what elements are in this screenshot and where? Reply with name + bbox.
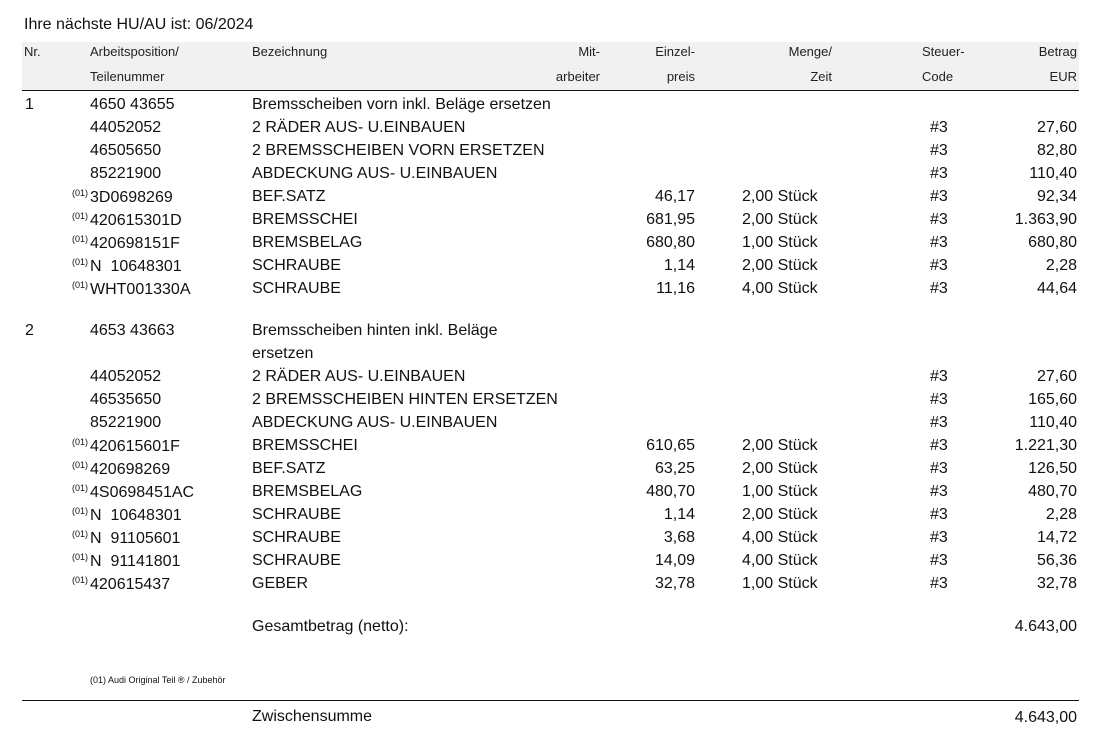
subtotal-amount: 4.643,00 [1014, 709, 1077, 726]
part-code: 44052052 [90, 119, 162, 136]
part-code: N 91141801 [90, 553, 181, 570]
row-description: Bremsscheiben hinten inkl. Beläge [252, 322, 498, 339]
row-tax-code: #3 [930, 552, 948, 569]
row-part-number [72, 506, 250, 525]
part-code: 44052052 [90, 368, 162, 385]
row-tax-code: #3 [930, 391, 948, 408]
row-part-number [72, 529, 250, 548]
row-unit-price: 610,65 [646, 437, 695, 454]
row-amount: 2,28 [1045, 257, 1077, 274]
row-tax-code: #3 [930, 280, 948, 297]
original-part-marker: (01) [72, 257, 89, 267]
row-amount: 165,60 [1028, 391, 1077, 408]
row-description: SCHRAUBE [252, 552, 341, 569]
row-part-number [72, 575, 250, 594]
table-row [0, 257, 1115, 280]
table-row [0, 280, 1115, 303]
row-unit-price: 11,16 [656, 280, 695, 297]
row-unit-price: 480,70 [646, 483, 695, 500]
row-part-number [72, 211, 250, 230]
row-quantity: 2,00 Stück [742, 506, 818, 523]
row-description: ersetzen [252, 345, 314, 362]
row-part-number [72, 119, 250, 137]
table-row [0, 552, 1115, 575]
row-part-number [72, 391, 250, 409]
row-amount: 14,72 [1036, 529, 1077, 546]
part-code: 420698269 [90, 461, 171, 478]
row-tax-code: #3 [930, 165, 948, 182]
table-row [0, 437, 1115, 460]
row-tax-code: #3 [930, 142, 948, 159]
row-quantity: 2,00 Stück [742, 211, 818, 228]
row-description: BREMSSCHEI [252, 437, 358, 454]
header-arbeitsposition: Arbeitsposition/ [90, 44, 179, 59]
row-part-number [72, 96, 250, 114]
row-part-number [72, 142, 250, 160]
row-quantity: 4,00 Stück [742, 529, 818, 546]
header-betrag: Betrag [1038, 44, 1077, 59]
footnote: (01) Audi Original Teil ® / Zubehör [90, 675, 226, 685]
row-part-number [72, 437, 250, 456]
row-tax-code: #3 [930, 119, 948, 136]
part-code: N 91105601 [90, 530, 181, 547]
table-row [0, 414, 1115, 437]
part-code: 4S0698451AC [90, 484, 195, 501]
table-row [0, 188, 1115, 211]
table-row [0, 211, 1115, 234]
row-description: Bremsscheiben vorn inkl. Beläge ersetzen [252, 96, 551, 113]
header-nr: Nr. [24, 44, 41, 59]
row-description: 2 RÄDER AUS- U.EINBAUEN [252, 368, 466, 385]
part-code: 4653 43663 [90, 322, 175, 339]
original-part-marker: (01) [72, 460, 89, 470]
row-description: BEF.SATZ [252, 188, 326, 205]
part-code: N 10648301 [90, 258, 182, 275]
row-amount: 1.221,30 [1014, 437, 1077, 454]
row-unit-price: 681,95 [646, 211, 695, 228]
row-quantity: 1,00 Stück [742, 483, 818, 500]
row-description: SCHRAUBE [252, 257, 341, 274]
row-quantity: 1,00 Stück [742, 234, 818, 251]
row-amount: 32,78 [1036, 575, 1077, 592]
table-row [0, 575, 1115, 598]
row-unit-price: 1,14 [663, 257, 695, 274]
row-amount: 27,60 [1036, 119, 1077, 136]
part-code: 46505650 [90, 142, 162, 159]
header-mit: Mit- [578, 44, 600, 59]
hu-notice: Ihre nächste HU/AU ist: 06/2024 [24, 16, 254, 33]
row-quantity: 4,00 Stück [742, 280, 818, 297]
row-part-number [72, 414, 250, 432]
table-row [0, 529, 1115, 552]
row-tax-code: #3 [930, 188, 948, 205]
table-row [0, 368, 1115, 391]
row-amount: 1.363,90 [1014, 211, 1077, 228]
row-quantity: 1,00 Stück [742, 575, 818, 592]
row-quantity: 2,00 Stück [742, 257, 818, 274]
row-quantity: 2,00 Stück [742, 460, 818, 477]
row-part-number [72, 280, 250, 299]
part-code: 46535650 [90, 391, 162, 408]
header-steuer: Steuer- [922, 44, 965, 59]
row-quantity: 2,00 Stück [742, 188, 818, 205]
row-part-number [72, 322, 250, 340]
row-tax-code: #3 [930, 575, 948, 592]
part-code: WHT001330A [90, 281, 191, 298]
row-unit-price: 1,14 [663, 506, 695, 523]
original-part-marker: (01) [72, 437, 89, 447]
row-tax-code: #3 [930, 506, 948, 523]
row-tax-code: #3 [930, 257, 948, 274]
original-part-marker: (01) [72, 280, 89, 290]
row-part-number [72, 257, 250, 276]
table-row [0, 391, 1115, 414]
part-code: 420615301D [90, 212, 182, 229]
row-part-number [72, 460, 250, 479]
table-row [0, 142, 1115, 165]
part-code: 3D0698269 [90, 189, 173, 206]
original-part-marker: (01) [72, 575, 89, 585]
row-nr: 1 [25, 96, 34, 113]
row-part-number [72, 552, 250, 571]
header-einzel: Einzel- [655, 44, 695, 59]
part-code: N 10648301 [90, 507, 182, 524]
part-code: 420615437 [90, 576, 171, 593]
row-part-number [72, 188, 250, 207]
row-description: ABDECKUNG AUS- U.EINBAUEN [252, 165, 498, 182]
row-part-number [72, 165, 250, 183]
row-unit-price: 63,25 [654, 460, 695, 477]
header-preis: preis [666, 69, 695, 84]
row-tax-code: #3 [930, 234, 948, 251]
original-part-marker: (01) [72, 552, 89, 562]
row-part-number [72, 345, 250, 363]
row-description: BREMSBELAG [252, 234, 363, 251]
row-description: GEBER [252, 575, 309, 592]
header-bezeichnung: Bezeichnung [252, 44, 328, 59]
header-menge: Menge/ [788, 44, 832, 59]
table-row [0, 506, 1115, 529]
total-amount: 4.643,00 [1014, 618, 1077, 635]
row-part-number [72, 234, 250, 253]
row-unit-price: 14,09 [654, 552, 695, 569]
row-tax-code: #3 [930, 437, 948, 454]
row-description: ABDECKUNG AUS- U.EINBAUEN [252, 414, 498, 431]
row-description: BREMSSCHEI [252, 211, 358, 228]
row-amount: 44,64 [1036, 280, 1077, 297]
header-zeit: Zeit [810, 69, 832, 84]
row-unit-price: 680,80 [646, 234, 695, 251]
row-amount: 56,36 [1036, 552, 1077, 569]
row-nr: 2 [25, 322, 34, 339]
original-part-marker: (01) [72, 188, 89, 198]
part-code: 85221900 [90, 414, 162, 431]
subtotal-label: Zwischensumme [252, 708, 373, 725]
table-row [0, 483, 1115, 506]
header-arbeiter: arbeiter [555, 69, 600, 84]
part-code: 85221900 [90, 165, 162, 182]
row-amount: 680,80 [1028, 234, 1077, 251]
row-description: 2 BREMSSCHEIBEN HINTEN ERSETZEN [252, 391, 558, 408]
row-amount: 110,40 [1029, 165, 1077, 182]
table-row [0, 460, 1115, 483]
table-row [0, 119, 1115, 142]
table-row [0, 165, 1115, 188]
part-code: 420698151F [90, 235, 180, 252]
row-amount: 110,40 [1029, 414, 1077, 431]
row-unit-price: 3,68 [663, 529, 695, 546]
header-teilenummer: Teilenummer [90, 69, 165, 84]
row-amount: 27,60 [1036, 368, 1077, 385]
header-code: Code [922, 69, 954, 84]
row-part-number [72, 368, 250, 386]
original-part-marker: (01) [72, 506, 89, 516]
subtotal-divider [22, 700, 1079, 701]
original-part-marker: (01) [72, 483, 89, 493]
row-description: BEF.SATZ [252, 460, 326, 477]
table-row [0, 322, 1115, 345]
row-quantity: 2,00 Stück [742, 437, 818, 454]
original-part-marker: (01) [72, 529, 89, 539]
row-description: SCHRAUBE [252, 529, 341, 546]
row-amount: 480,70 [1028, 483, 1077, 500]
table-row [0, 234, 1115, 257]
row-tax-code: #3 [930, 211, 948, 228]
row-description: SCHRAUBE [252, 280, 341, 297]
part-code: 4650 43655 [90, 96, 175, 113]
header-divider [22, 90, 1079, 91]
total-label: Gesamtbetrag (netto): [252, 618, 409, 635]
row-amount: 126,50 [1028, 460, 1077, 477]
row-quantity: 4,00 Stück [742, 552, 818, 569]
original-part-marker: (01) [72, 211, 89, 221]
table-row [0, 96, 1115, 119]
header-eur: EUR [1049, 69, 1077, 84]
row-tax-code: #3 [930, 529, 948, 546]
part-code: 420615601F [90, 438, 180, 455]
table-row [0, 345, 1115, 368]
row-unit-price: 32,78 [654, 575, 695, 592]
row-tax-code: #3 [930, 460, 948, 477]
row-amount: 2,28 [1045, 506, 1077, 523]
row-description: 2 BREMSSCHEIBEN VORN ERSETZEN [252, 142, 545, 159]
row-tax-code: #3 [930, 414, 948, 431]
row-amount: 92,34 [1036, 188, 1077, 205]
row-tax-code: #3 [930, 368, 948, 385]
row-part-number [72, 483, 250, 502]
row-description: BREMSBELAG [252, 483, 363, 500]
row-tax-code: #3 [930, 483, 948, 500]
row-description: 2 RÄDER AUS- U.EINBAUEN [252, 119, 466, 136]
row-amount: 82,80 [1036, 142, 1077, 159]
row-unit-price: 46,17 [654, 188, 695, 205]
row-description: SCHRAUBE [252, 506, 341, 523]
original-part-marker: (01) [72, 234, 89, 244]
